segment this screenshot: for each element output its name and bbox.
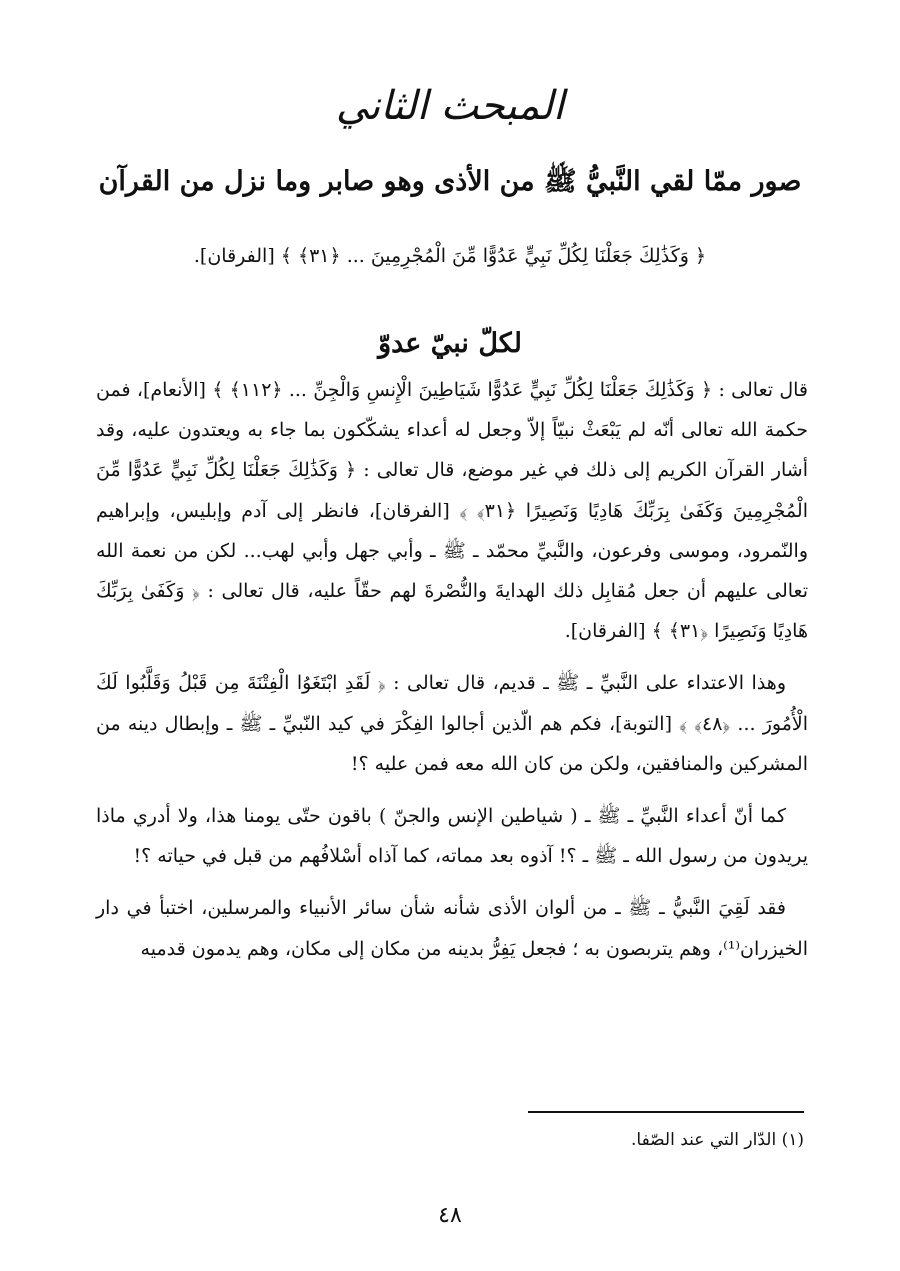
footnote-divider	[528, 1111, 804, 1113]
quran-epigraph: ﴿ وَكَذَٰلِكَ جَعَلْنَا لِكُلِّ نَبِيٍّ عَدُوًّا مِّنَ الْمُجْرِمِينَ ... ﴿٣١﴾ ﴾ [الفرقان].	[193, 245, 707, 267]
subheading: لكلّ نبيّ عدوّ	[378, 328, 522, 359]
body-text	[96, 370, 808, 981]
footnote: (١) الدّار التي عند الصّفا.	[630, 1130, 804, 1150]
paragraph: وهذا الاعتداء على النَّبيِّ ـ ﷺ ـ قديم، قال تعالى : ﴿ لَقَدِ ابْتَغَوُا الْفِتْنَةَ مِن قَبْلُ وَقَلَّبُوا لَكَ الْأُمُورَ ... ﴿٤٨﴾ ﴾ [التوبة]، فكم هم الّذين أجالوا الفِكْرَ في كيد النّبيِّ ـ ﷺ ـ وإبطال دينه من المشركين والمنافقين، ولكن من كان الله معه فمن عليه ؟!	[96, 672, 808, 775]
section-heading: المبحث الثاني	[335, 83, 565, 129]
page-number: ٤٨	[438, 1203, 462, 1228]
paragraph: فقد لَقِيَ النَّبيُّ ـ ﷺ ـ من ألوان الأذى شأنه شأن سائر الأنبياء والمرسلين، اختبأ في دار الخيزران⁽¹⁾، وهم يتربصون به ؛ فجعل يَفِرُّ بدينه من مكان إلى مكان، وهم يدمون قدميه	[96, 897, 808, 960]
paragraph: قال تعالى : ﴿ وَكَذَٰلِكَ جَعَلْنَا لِكُلِّ نَبِيٍّ عَدُوًّا شَيَاطِينَ الْإِنسِ وَالْجِنِّ ... ﴿١١٢﴾ ﴾ [الأنعام]، فمن حكمة الله تعالى أنّه لم يَبْعَثْ نبيّاً إلاّ وجعل له أعداء يشكّكون بما جاء به ويعتدون عليه، وقد أشار القرآن الكريم إلى ذلك في غير موضع، قال تعالى : ﴿ وَكَذَٰلِكَ جَعَلْنَا لِكُلِّ نَبِيٍّ عَدُوًّا مِّنَ الْمُجْرِمِينَ وَكَفَىٰ بِرَبِّكَ هَادِيًا وَنَصِيرًا ﴿٣١﴾ ﴾ [الفرقان]، فانظر إلى آدم وإبليس، وإبراهيم والنّمرود، وموسى وفرعون، والنَّبيِّ محمّد ـ ﷺ ـ وأبي جهل وأبي لهب... لكن من نعمة الله تعالى عليهم أن جعل مُقابِل ذلك الهدايةَ والنُّصْرةَ لهم حقّاً عليه، قال تعالى : ﴿ وَكَفَىٰ بِرَبِّكَ هَادِيًا وَنَصِيرًا ﴿٣١﴾ ﴾ [الفرقان].	[96, 379, 808, 643]
chapter-title: صور ممّا لقي النَّبيُّ ﷺ من الأذى وهو صابر وما نزل من القرآن	[98, 166, 802, 197]
paragraph: كما أنّ أعداء النَّبيِّ ـ ﷺ ـ ( شياطين الإنس والجنّ ) باقون حتّى يومنا هذا، ولا أدري ماذا يريدون من رسول الله ـ ﷺ ـ ؟! آذوه بعد مماته، كما آذاه أسْلافُهم من قبل في حياته ؟!	[96, 805, 808, 868]
